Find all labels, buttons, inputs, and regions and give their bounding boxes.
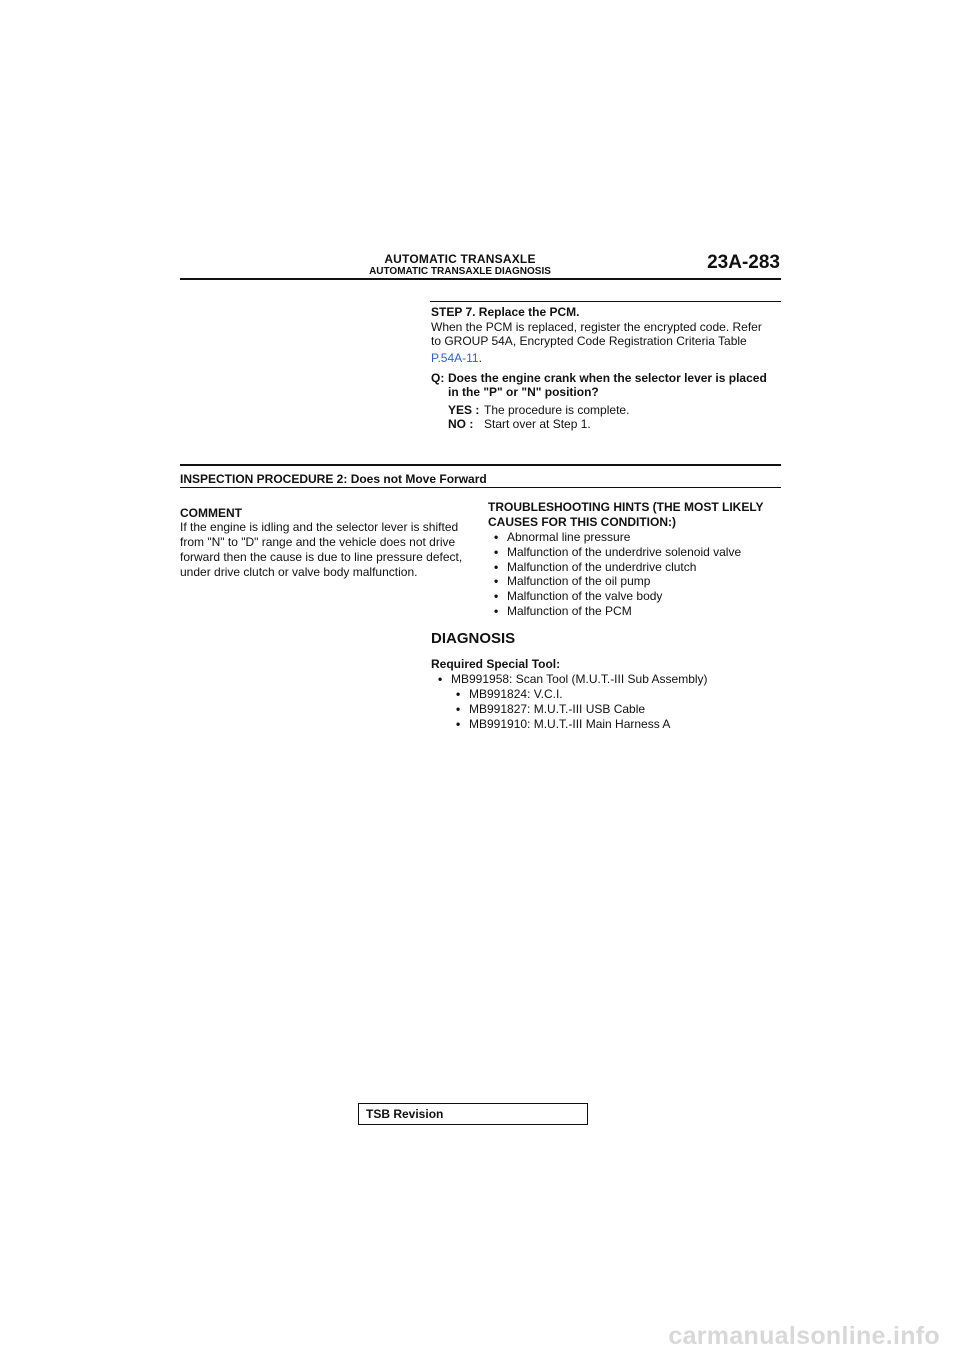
hint-item (494, 589, 662, 604)
hint-text: Malfunction of the PCM (507, 604, 632, 618)
step7-link-line (431, 351, 482, 366)
tool-item (438, 672, 708, 687)
procedure-rule-bottom (180, 487, 781, 488)
hint-item (494, 574, 650, 589)
hints-heading-line2: CAUSES FOR THIS CONDITION:) (488, 515, 676, 529)
hints-heading-line1: TROUBLESHOOTING HINTS (THE MOST LIKELY (488, 500, 764, 514)
step-rule (430, 301, 781, 302)
bullet-icon: • (494, 574, 499, 588)
no-label: NO : (448, 417, 474, 431)
subsection-title: AUTOMATIC TRANSAXLE DIAGNOSIS (369, 266, 551, 277)
comment-line: If the engine is idling and the selector lever is shifted (180, 520, 459, 534)
link-suffix: . (478, 351, 482, 365)
tool-text: MB991958: Scan Tool (M.U.T.-III Sub Assembly) (451, 672, 708, 686)
tool-text: MB991827: M.U.T.-III USB Cable (469, 702, 646, 716)
page-number: 23A-283 (707, 252, 780, 273)
procedure-heading: INSPECTION PROCEDURE 2: Does not Move Forward (180, 472, 487, 486)
hint-item (494, 604, 632, 619)
comment-line: from "N" to "D" range and the vehicle does not drive (180, 535, 456, 549)
header-rule (180, 278, 781, 280)
yes-label: YES : (448, 403, 480, 417)
tool-subitem (456, 717, 670, 732)
bullet-icon: • (456, 717, 461, 731)
hint-text: Malfunction of the valve body (507, 589, 663, 603)
reference-link[interactable]: P.54A-11 (431, 351, 479, 365)
step7-body-line2: to GROUP 54A, Encrypted Code Registration Criteria Table (431, 334, 747, 348)
step7-title: STEP 7. Replace the PCM. (431, 305, 580, 319)
hint-text: Malfunction of the oil pump (507, 574, 651, 588)
diagnosis-heading: DIAGNOSIS (431, 630, 516, 647)
comment-heading: COMMENT (180, 506, 242, 520)
tool-text: MB991824: V.C.I. (469, 687, 563, 701)
question-prefix: Q: (431, 371, 445, 385)
tool-label: Required Special Tool: (431, 657, 561, 671)
tool-subitem (456, 687, 563, 702)
bullet-icon: • (494, 604, 499, 618)
hint-text: Abnormal line pressure (507, 530, 631, 544)
comment-line: under drive clutch or valve body malfunction. (180, 565, 418, 579)
hint-item (494, 560, 696, 575)
hint-item (494, 530, 630, 545)
step7-body-line1: When the PCM is replaced, register the encrypted code. Refer (431, 320, 762, 334)
bullet-icon: • (438, 672, 443, 686)
section-title: AUTOMATIC TRANSAXLE (384, 252, 536, 266)
yes-text: The procedure is complete. (484, 403, 630, 417)
comment-line: forward then the cause is due to line pressure defect, (180, 550, 463, 564)
bullet-icon: • (456, 702, 461, 716)
bullet-icon: • (494, 560, 499, 574)
hint-text: Malfunction of the underdrive clutch (507, 560, 697, 574)
question-line1: Does the engine crank when the selector lever is placed (448, 371, 767, 385)
tool-subitem (456, 702, 645, 717)
bullet-icon: • (494, 530, 499, 544)
watermark-text: carmanualsonline.info (668, 1322, 940, 1350)
question-line2: in the "P" or "N" position? (448, 385, 599, 399)
bullet-icon: • (494, 589, 499, 603)
hint-item (494, 545, 741, 560)
no-text: Start over at Step 1. (484, 417, 591, 431)
bullet-icon: • (494, 545, 499, 559)
procedure-rule-top (180, 464, 781, 466)
tsb-revision-label: TSB Revision (366, 1107, 444, 1121)
bullet-icon: • (456, 687, 461, 701)
tool-text: MB991910: M.U.T.-III Main Harness A (469, 717, 671, 731)
hint-text: Malfunction of the underdrive solenoid valve (507, 545, 742, 559)
